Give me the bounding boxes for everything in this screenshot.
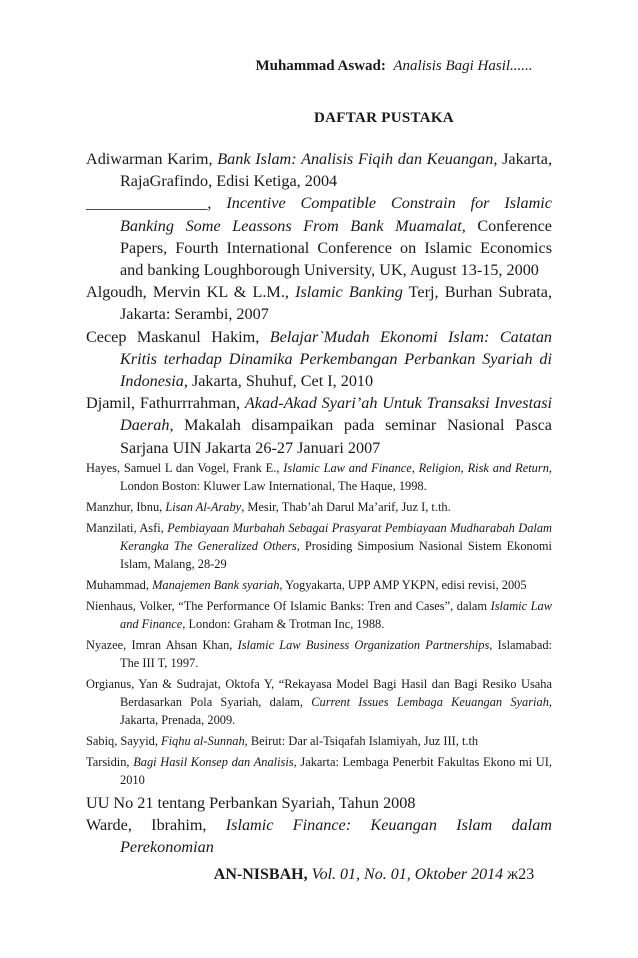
- reference-entry: [86, 576, 552, 594]
- running-header: [0, 58, 638, 75]
- section-title: DAFTAR PUSTAKA: [314, 110, 454, 126]
- reference-entry: [86, 281, 552, 325]
- reference-title: Islamic Law Business Organization Partnerships,: [237, 637, 493, 652]
- reference-publisher: Islamabad: The III T, 1997.: [120, 637, 552, 670]
- reference-author: Adiwarman Karim,: [86, 150, 218, 168]
- reference-title: Fiqhu al-Sunnah,: [161, 733, 248, 748]
- reference-author: Djamil, Fathurrrahman,: [86, 394, 245, 413]
- reference-author: Hayes, Samuel L dan Vogel, Frank E.,: [86, 460, 284, 475]
- reference-author: Cecep Maskanul Hakim,: [86, 327, 270, 346]
- reference-publisher: Makalah disampaikan pada seminar Nasional Pasca Sarjana UIN Jakarta 26-27 Januari 2007: [120, 416, 552, 457]
- reference-author: Manzilati, Asfi,: [86, 520, 168, 535]
- reference-entry: [86, 732, 552, 750]
- header-author: Muhammad Aswad:: [255, 58, 386, 74]
- reference-author: Sabiq, Sayyid,: [86, 733, 162, 748]
- reference-publisher: Prosiding Simposium Nasional Sistem Ekonomi Islam, Malang, 28-29: [120, 538, 552, 571]
- reference-publisher: Jakarta, RajaGrafindo, Edisi Ketiga, 2004: [120, 150, 552, 191]
- reference-publisher: Terj, Burhan Subrata, Jakarta: Serambi, 2007: [120, 283, 552, 324]
- reference-entry: [86, 326, 552, 393]
- reference-title: Incentive Compatible Constrain for Islamic Banking Some Leassons From Bank Muamalat,: [120, 194, 552, 235]
- reference-author: Muhammad,: [86, 577, 153, 592]
- reference-entry: [86, 498, 552, 516]
- reference-author: Nienhaus, Volker, “The Performance Of Islamic Banks: Tren and Cases”, dalam: [86, 598, 491, 613]
- reference-publisher: , Mesir, Thab’ah Darul Ma’arif, Juz I, t.th.: [241, 499, 451, 514]
- reference-list: [86, 148, 552, 858]
- reference-entry: [86, 675, 552, 729]
- reference-title: Islamic Law and Finance, Religion, Risk and Return,: [283, 460, 552, 475]
- reference-title: Islamic Law and Finance,: [120, 598, 552, 631]
- reference-publisher: Jakarta, Shuhuf, Cet I, 2010: [187, 372, 374, 391]
- reference-author: Orgianus, Yan & Sudrajat, Oktofa Y, “Rekayasa Model Bagi Hasil dan Bagi Resiko Usaha Berdasarkan Pola Syariah, dalam,: [86, 676, 552, 709]
- reference-entry: [86, 792, 552, 814]
- reference-author: Tarsidin,: [86, 754, 134, 769]
- reference-author: Algoudh, Mervin KL & L.M.,: [86, 283, 296, 302]
- reference-publisher: Conference Papers, Fourth International Conference on Islamic Economics and banking Loughborough University, UK, August 13-15, 2000: [120, 216, 552, 280]
- reference-title: Belajar`Mudah Ekonomi Islam: Catatan Kritis terhadap Dinamika Perkembangan Perbankan Syariah di Indonesia,: [120, 327, 553, 391]
- reference-author: UU No 21 tentang Perbankan Syariah, Tahun 2008: [86, 793, 416, 812]
- reference-publisher: London: Graham & Trotman Inc, 1988.: [185, 616, 385, 631]
- footer-issue: Vol. 01, No. 01, Oktober 2014: [311, 866, 504, 883]
- footer-journal: AN-NISBAH,: [213, 866, 308, 883]
- reference-title: Lisan Al-Araby: [165, 499, 242, 514]
- reference-title: Bank Islam: Analisis Fiqih dan Keuangan,: [217, 150, 498, 168]
- reference-entry: [86, 459, 552, 495]
- reference-entry: [86, 148, 552, 192]
- header-title: Analisis Bagi Hasil......: [393, 58, 533, 74]
- reference-title: Pembiayaan Murbahah Sebagai Prasyarat Pembiayaan Mudharabah Dalam Kerangka The Generalized Others,: [120, 520, 552, 553]
- reference-entry: [86, 636, 552, 672]
- page-footer: [0, 866, 638, 884]
- reference-title: Islamic Banking: [295, 283, 403, 302]
- reference-title: Islamic Finance: Keuangan Islam dalam Perekonomian: [120, 816, 552, 857]
- reference-publisher: Yogyakarta, UPP AMP YKPN, edisi revisi, 2005: [282, 577, 527, 592]
- reference-entry: [86, 753, 552, 789]
- footer-page-number: 23: [518, 866, 535, 883]
- reference-entry: [86, 519, 552, 573]
- reference-title: Current Issues Lembaga Keuangan Syariah,: [311, 694, 552, 709]
- reference-entry: [86, 597, 552, 633]
- footer-symbol: ж: [507, 866, 519, 883]
- reference-title: Manajemen Bank syariah,: [152, 577, 283, 592]
- reference-entry: [86, 392, 552, 459]
- reference-author: Manzhur, Ibnu,: [86, 499, 166, 514]
- reference-entry: [86, 814, 552, 858]
- reference-title: Bagi Hasil Konsep dan Analisis,: [133, 754, 297, 769]
- reference-publisher: Jakarta, Prenada, 2009.: [120, 712, 236, 727]
- reference-author: Nyazee, Imran Ahsan Khan,: [86, 637, 238, 652]
- reference-publisher: London Boston: Kluwer Law International, The Haque, 1998.: [120, 478, 427, 493]
- reference-publisher: Beirut: Dar al-Tsiqafah Islamiyah, Juz III, t.th: [247, 733, 479, 748]
- reference-title: Akad-Akad Syari’ah Untuk Transaksi Investasi Daerah,: [120, 394, 552, 435]
- reference-entry: [86, 192, 552, 281]
- reference-author: Warde, Ibrahim,: [86, 816, 226, 835]
- reference-author: _______________,: [86, 194, 227, 213]
- reference-publisher: Jakarta: Lembaga Penerbit Fakultas Ekono mi UI, 2010: [120, 754, 552, 787]
